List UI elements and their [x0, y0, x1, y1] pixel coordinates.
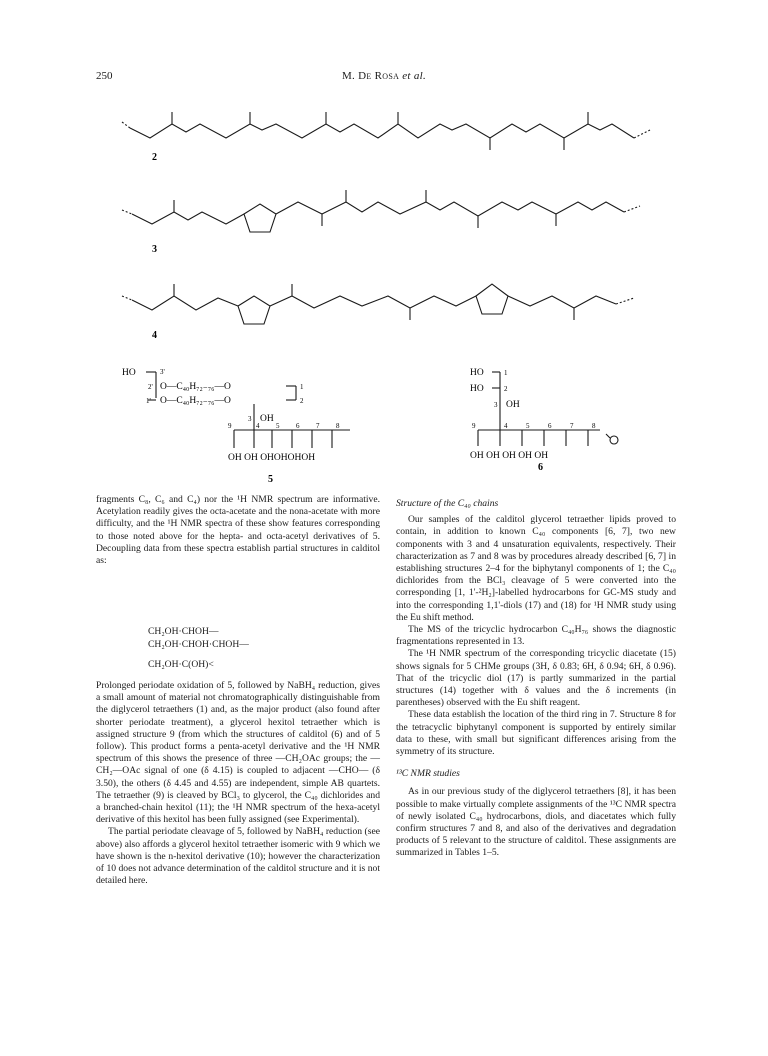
s6-num-1: 1 [504, 369, 508, 377]
compound-label-6: 6 [538, 462, 543, 473]
s6-oh: OH [506, 400, 520, 410]
s6-pos-6: 6 [548, 422, 552, 430]
s6-num-2: 2 [504, 385, 508, 393]
s6-pos-7: 7 [570, 422, 574, 430]
partial-structures [148, 626, 249, 672]
s5-pos-8: 8 [336, 422, 340, 430]
s5-num-2: 2 [300, 397, 304, 405]
left-column [96, 494, 380, 567]
s5-num-3p: 3' [160, 368, 165, 376]
s5-pos-4: 4 [256, 422, 260, 430]
section-heading-c40-chains: Structure of the C₄₀ chains [396, 498, 499, 509]
s5-chain-2: O—C₄₀H₇₂₋₇₆—O [160, 396, 231, 406]
s5-pos-7: 7 [316, 422, 320, 430]
ring-mark [606, 434, 618, 444]
running-head-etal: et al. [402, 70, 427, 82]
structure-4-chain [122, 284, 634, 324]
compound-label-5: 5 [268, 474, 273, 485]
compound-label-2: 2 [152, 152, 157, 163]
s6-bottom-oh: OH OH OH OH OH [470, 451, 549, 461]
right-paragraph-5: As in our previous study of the diglycerol tetraethers [8], it has been possible to make virtually complete assignments of the ¹³C NMR spectra of newly isolated C₄₀ hydrocarbons, diols, and diacetates which fully confirm structures 7 and 8, and also of the derivatives and degradation products of 5 relevant to the structure of calditol. These assignments are summarized in Tables 1–5. [396, 786, 676, 859]
left-paragraph-3: The partial periodate cleavage of 5, followed by NaBH₄ reduction (see above) also affords a glycerol hexitol tetraether isomeric with 9 which we have shown is the n-hexitol derivative (10); however the characterization of 10 does not advance determination of the calditol structure and it is not detailed here. [96, 826, 380, 887]
s6-ho-1: HO [470, 368, 484, 378]
partial-structure-1: CH₂OH·CHOH— [148, 626, 219, 637]
partial-structure-2: CH₂OH·CHOH·CHOH— [148, 638, 249, 650]
right-paragraph-4: These data establish the location of the third ring in 7. Structure 8 for the tetracyclic biphytanyl component is supported by entirely similar data to these, with small but significant differences arising from the symmetry of its structure. [396, 709, 676, 758]
structure-3-chain [122, 190, 640, 232]
page-number: 250 [96, 70, 113, 82]
structure-6-bonds [478, 372, 600, 446]
s5-num-1: 1 [300, 383, 304, 391]
s5-pos-5: 5 [276, 422, 280, 430]
section-heading-13c-nmr: ¹³C NMR studies [396, 768, 460, 780]
s5-pos-6: 6 [296, 422, 300, 430]
left-paragraph-2: Prolonged periodate oxidation of 5, followed by NaBH₄ reduction, gives a small amount of material not chromatographically distinguishable from the diglycerol tetraethers (1) and, as the major product (also found after shorter periodate treatment), a glycerol hexitol tetraether which is assigned structure 9 (from which the structures of calditol (6) and of 5 follow). This product forms a penta-acetyl derivative and the ¹H NMR spectrum of this shows the presence of three —CH₂OAc groups; the —CH₂—OAc signal of one (δ 4.15) is coupled to adjacent —CHO— (δ 3.50), the others (δ 4.45 and 4.55) are independent, simple AB quartets. The tetraether (9) is cleaved by BCl₃ to glycerol, the C₄₀ dichlorides and a branched-chain hexitol (11); the ¹H NMR spectrum of the hexa-acetyl derivative of this hexitol has been fully assigned (see Experimental). [96, 680, 380, 826]
partial-structure-3: CH₂OH·C(OH)< [148, 659, 214, 670]
s5-chain-1: O—C₄₀H₇₂₋₇₆—O [160, 382, 231, 392]
running-head-author: M. De Rosa [341, 70, 400, 82]
right-column [396, 498, 676, 860]
s5-num-1p: 1' [146, 397, 151, 405]
s5-num-2p: 2' [148, 383, 153, 391]
s5-bottom-oh: OH OH OHOHOHOH [228, 453, 316, 463]
s5-num-3: 3 [248, 415, 252, 423]
s5-pos-9: 9 [228, 422, 232, 430]
structure-2-chain [122, 112, 650, 150]
left-column-lower [96, 680, 380, 887]
s6-pos-8: 8 [592, 422, 596, 430]
right-paragraph-3: The ¹H NMR spectrum of the corresponding tricyclic diacetate (15) shows signals for 5 CHMe groups (3H, δ 0.83; 6H, δ 0.94; 6H, δ 0.96). That of the tricyclic diol (17) is partly summarized in the partial structures (14) together with δ values and the δ increments (in parentheses) observed with the Eu shift reagent. [396, 648, 676, 709]
compound-label-3: 3 [152, 244, 157, 255]
right-paragraph-2: The MS of the tricyclic hydrocarbon C₄₀H₇₆ shows the diagnostic fragmentations represented in 13. [396, 624, 676, 648]
compound-label-4: 4 [152, 330, 157, 341]
structures-figure [0, 0, 768, 500]
s5-oh: OH [260, 414, 274, 424]
s6-num-3: 3 [494, 401, 498, 409]
s6-pos-9: 9 [472, 422, 476, 430]
right-paragraph-1: Our samples of the calditol glycerol tetraether lipids proved to contain, in addition to known C₄₀ components [6, 7], two new components with 3 and 4 unsaturation equivalents, respectively. Their characterization as 7 and 8 was by procedures already described [6, 7] in establishing structures 2–4 for the biphytanyl components of 1; the C₄₀ dichlorides from the BCl₃ cleavage of 5 were converted into the corresponding [1, 1'-²H₂]-labelled hydrocarbons for GC-MS study and into the corresponding 1,1'-diols (17) and (18) for ¹H NMR study using the Eu shift method. [396, 514, 676, 623]
s6-pos-5: 5 [526, 422, 530, 430]
s6-pos-4: 4 [504, 422, 508, 430]
left-paragraph-1: fragments C₈, C₆ and C₄) nor the ¹H NMR spectrum are informative. Acetylation readily gives the octa-acetate and the nona-acetate with more difficulty, and the ¹H NMR spectra of these show features corresponding to those noted above for the hepta- and octa-acetyl derivatives of 5. Decoupling data from these spectra establish partial structures in calditol as: [96, 494, 380, 567]
s6-ho-2: HO [470, 384, 484, 394]
s5-ho: HO [122, 368, 136, 378]
